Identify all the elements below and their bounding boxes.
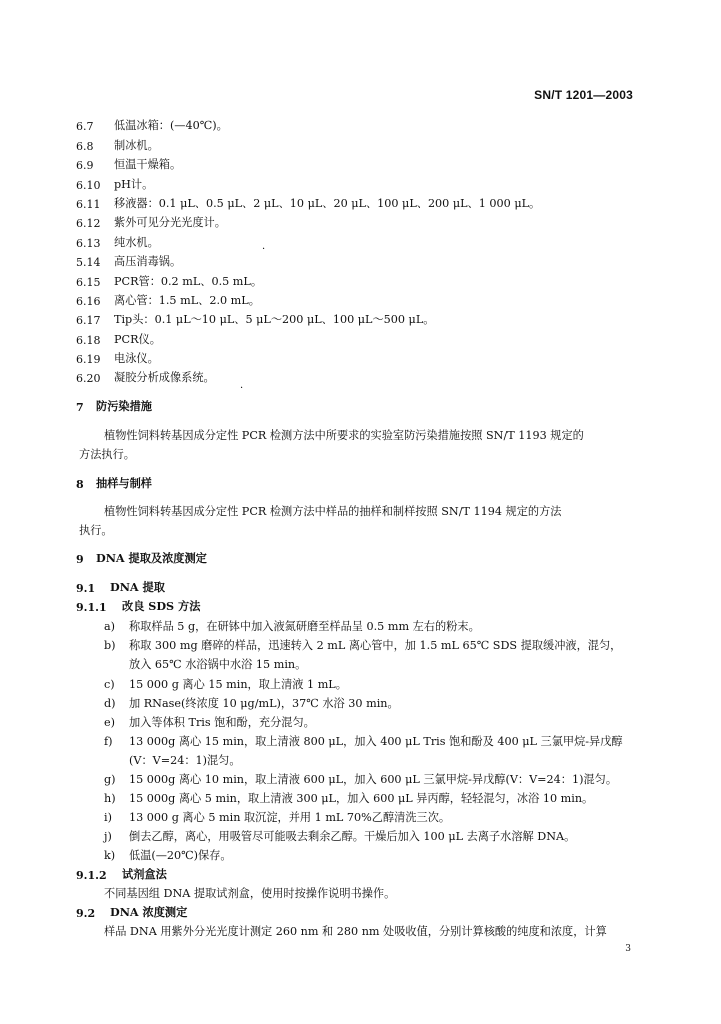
subsection-title: DNA 提取	[110, 580, 165, 594]
step-text: 加入等体积 Tris 饱和酚，充分混匀。	[129, 716, 315, 729]
step-text: 15 000 g 离心 15 min，取上清液 1 mL。	[129, 678, 347, 691]
step-label: e)	[104, 716, 115, 729]
step-label: f)	[104, 735, 113, 748]
equipment-text: 紫外可见分光光度计。	[114, 216, 226, 229]
step-text: (V：V=24：1)混匀。	[129, 754, 241, 767]
equipment-text: Tip头：0.1 μL～10 μL、5 μL～200 μL、100 μL～500 μL。	[114, 313, 435, 326]
paragraph-line: 植物性饲料转基因成分定性 PCR 检测方法中所要求的实验室防污染措施按照 SN/T 1193 规定的	[104, 429, 584, 442]
step-label: b)	[104, 639, 116, 652]
equipment-num: 5.14	[76, 256, 101, 269]
equipment-text: 恒温干燥箱。	[114, 158, 182, 171]
scan-speck: ·	[262, 244, 266, 255]
step-text: 13 000g 离心 15 min，取上清液 800 μL，加入 400 μL Tris 饱和酚及 400 μL 三氯甲烷-异戊醇	[129, 735, 623, 748]
paragraph-line: 植物性饲料转基因成分定性 PCR 检测方法中样品的抽样和制样按照 SN/T 1194 规定的方法	[104, 505, 562, 518]
step-label: d)	[104, 697, 116, 710]
step-label: k)	[104, 849, 116, 862]
equipment-num: 6.15	[76, 276, 101, 289]
page-number: 3	[625, 944, 631, 954]
subsection-number: 9.2	[76, 907, 96, 920]
section-number: 9	[76, 553, 84, 566]
subsection-number: 9.1	[76, 582, 96, 595]
equipment-text: 离心管：1.5 mL、2.0 mL。	[114, 294, 260, 307]
step-text: 15 000g 离心 10 min，取上清液 600 μL，加入 600 μL 三氯甲烷-异戊醇(V：V=24：1)混匀。	[129, 773, 618, 786]
step-text: 放入 65℃ 水浴锅中水浴 15 min。	[129, 658, 307, 671]
equipment-text: 制冰机。	[114, 139, 159, 152]
subsection-number: 9.1.1	[76, 601, 107, 614]
equipment-text: pH计。	[114, 178, 154, 191]
equipment-num: 6.7	[76, 120, 94, 133]
equipment-text: PCR仪。	[114, 333, 161, 346]
step-label: i)	[104, 811, 112, 824]
step-label: c)	[104, 678, 115, 691]
step-label: h)	[104, 792, 116, 805]
scan-speck: ·	[240, 383, 244, 394]
section-title: DNA 提取及浓度测定	[96, 551, 207, 565]
step-label: g)	[104, 773, 116, 786]
equipment-num: 6.9	[76, 159, 94, 172]
equipment-text: 移液器：0.1 μL、0.5 μL、2 μL、10 μL、20 μL、100 μL、200 μL、1 000 μL。	[114, 197, 541, 210]
equipment-num: 6.18	[76, 334, 101, 347]
paragraph-line: 不同基因组 DNA 提取试剂盒，使用时按操作说明书操作。	[104, 887, 396, 900]
step-label: a)	[104, 620, 116, 633]
step-text: 低温(—20℃)保存。	[129, 849, 232, 862]
equipment-text: 纯水机。	[114, 236, 159, 249]
equipment-num: 6.11	[76, 198, 101, 211]
subsection-number: 9.1.2	[76, 869, 107, 882]
equipment-num: 6.16	[76, 295, 101, 308]
equipment-num: 6.19	[76, 353, 101, 366]
step-text: 倒去乙醇，离心，用吸管尽可能吸去剩余乙醇。干燥后加入 100 μL 去离子水溶解 DNA。	[129, 830, 576, 843]
step-label: j)	[104, 830, 112, 843]
equipment-num: 6.17	[76, 314, 101, 327]
equipment-text: 凝胶分析成像系统。	[114, 371, 215, 384]
section-title: 抽样与制样	[96, 476, 152, 490]
step-text: 称取样品 5 g，在研钵中加入液氮研磨至样品呈 0.5 mm 左右的粉末。	[129, 620, 480, 633]
paragraph-line: 样品 DNA 用紫外分光光度计测定 260 nm 和 280 nm 处吸收值，分别计算核酸的纯度和浓度，计算	[104, 925, 607, 938]
equipment-text: PCR管：0.2 mL、0.5 mL。	[114, 275, 263, 288]
subsection-title: DNA 浓度测定	[110, 905, 188, 919]
equipment-text: 低温冰箱：(—40℃)。	[114, 119, 228, 132]
equipment-num: 6.8	[76, 140, 94, 153]
paragraph-line: 方法执行。	[79, 448, 135, 461]
subsection-title: 试剂盒法	[122, 867, 167, 881]
step-text: 15 000g 离心 5 min，取上清液 300 μL，加入 600 μL 异丙醇，轻轻混匀，冰浴 10 min。	[129, 792, 594, 805]
equipment-num: 6.20	[76, 372, 101, 385]
section-number: 7	[76, 401, 84, 414]
section-title: 防污染措施	[96, 399, 152, 413]
step-text: 称取 300 mg 磨碎的样品，迅速转入 2 mL 离心管中，加 1.5 mL 65℃ SDS 提取缓冲液，混匀，	[129, 639, 622, 652]
paragraph-line: 执行。	[79, 524, 113, 537]
step-text: 13 000 g 离心 5 min 取沉淀，并用 1 mL 70%乙醇清洗三次。	[129, 811, 451, 824]
subsection-title: 改良 SDS 方法	[122, 599, 201, 613]
equipment-text: 电泳仪。	[114, 352, 159, 365]
section-number: 8	[76, 478, 84, 491]
equipment-num: 6.10	[76, 179, 101, 192]
equipment-num: 6.13	[76, 237, 101, 250]
step-text: 加 RNase(终浓度 10 μg/mL)，37℃ 水浴 30 min。	[129, 697, 399, 710]
standard-number: SN/T 1201—2003	[534, 88, 633, 102]
equipment-num: 6.12	[76, 217, 101, 230]
equipment-text: 高压消毒锅。	[114, 255, 182, 268]
